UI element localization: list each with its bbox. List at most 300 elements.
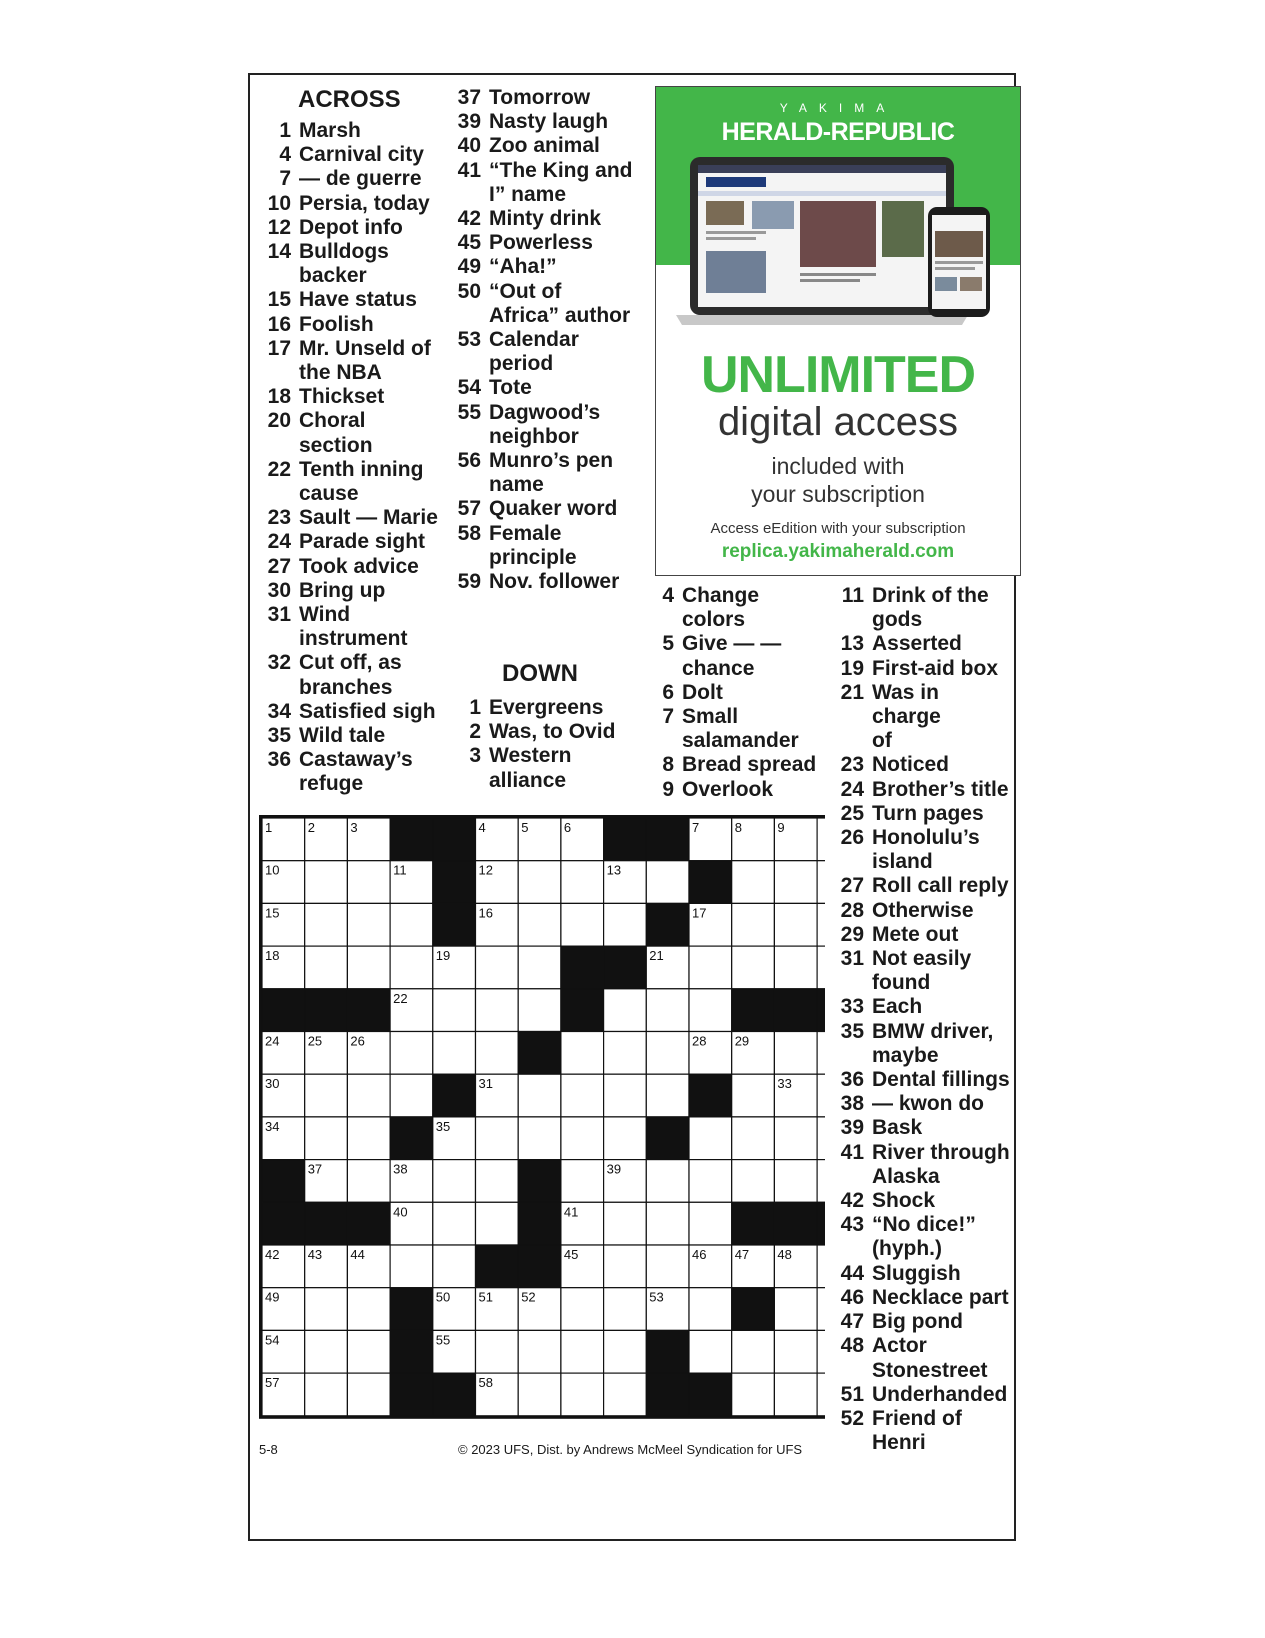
clue-number: 31 — [840, 947, 864, 971]
clue-text: Give — — — [682, 632, 782, 656]
clue-item — [455, 255, 640, 279]
grid-cell[interactable] — [732, 1330, 775, 1373]
cell-number: 5 — [521, 820, 529, 835]
cell-number: 4 — [478, 820, 486, 835]
clue-item — [265, 555, 445, 579]
clue-text: Each — [872, 995, 923, 1019]
black-square — [518, 1032, 561, 1075]
grid-cell[interactable] — [774, 1117, 817, 1160]
clue-number: 14 — [267, 240, 291, 264]
grid-cell[interactable] — [604, 989, 647, 1032]
clue-item — [265, 119, 445, 143]
cell-number: 16 — [478, 905, 493, 921]
crossword-grid[interactable] — [259, 815, 825, 1425]
black-square — [561, 946, 604, 989]
clue-text: Parade sight — [299, 530, 426, 554]
cell-number: 43 — [307, 1247, 323, 1262]
grid-cell[interactable] — [689, 1202, 732, 1245]
grid-cell[interactable] — [604, 1032, 647, 1075]
grid-cell[interactable] — [390, 1074, 433, 1117]
clue-number: 47 — [840, 1310, 864, 1334]
grid-cell[interactable] — [305, 1330, 348, 1373]
clue-text: principle — [489, 545, 577, 569]
clue-text: refuge — [299, 772, 364, 796]
clue-number: 54 — [457, 376, 481, 400]
black-square — [774, 1202, 817, 1245]
clue-text: Thickset — [299, 385, 385, 409]
grid-cell[interactable] — [347, 1288, 390, 1331]
clue-text: Munro’s pen — [489, 449, 614, 473]
clue-text: Mete out — [872, 922, 959, 946]
clue-text: neighbor — [489, 424, 579, 448]
grid-cell[interactable] — [518, 989, 561, 1032]
black-square — [646, 1330, 689, 1373]
grid-cell[interactable] — [305, 946, 348, 989]
grid-cell[interactable] — [433, 1245, 476, 1288]
grid-cell[interactable] — [476, 1117, 519, 1160]
grid-cell[interactable] — [518, 1117, 561, 1160]
clue-item — [838, 778, 1013, 802]
across-clues-column-1 — [265, 119, 445, 797]
cell-number: 11 — [393, 862, 407, 878]
grid-cell[interactable] — [433, 1160, 476, 1203]
clue-item — [265, 288, 445, 312]
grid-cell[interactable] — [604, 1074, 647, 1117]
clue-item — [648, 705, 818, 753]
clue-number: 24 — [267, 530, 291, 554]
black-square — [305, 1202, 348, 1245]
grid-cell[interactable] — [689, 989, 732, 1032]
grid-cell[interactable] — [689, 1288, 732, 1331]
grid-cell[interactable] — [347, 946, 390, 989]
black-square — [561, 989, 604, 1032]
grid-cell[interactable] — [476, 1330, 519, 1373]
grid-cell[interactable] — [689, 1117, 732, 1160]
grid-cell[interactable] — [561, 1330, 604, 1373]
clue-text: Small — [682, 705, 739, 729]
grid-cell[interactable] — [732, 1160, 775, 1203]
clue-item — [838, 874, 1013, 898]
grid-cell[interactable] — [390, 1245, 433, 1288]
clue-text: Evergreens — [489, 696, 604, 719]
clue-item — [838, 1334, 1013, 1382]
clue-number: 43 — [840, 1213, 864, 1237]
cell-number: 33 — [777, 1076, 792, 1092]
clue-text: Bread spread — [682, 753, 817, 777]
clue-text: Overlook — [682, 777, 774, 801]
black-square — [604, 818, 647, 861]
clue-text: Mr. Unseld of — [299, 336, 431, 360]
copyright-notice: © 2023 UFS, Dist. by Andrews McMeel Syndication for UFS — [458, 1442, 803, 1457]
clue-text: Sluggish — [872, 1261, 961, 1285]
black-square — [390, 1330, 433, 1373]
clue-text: Tomorrow — [489, 86, 591, 109]
grid-cell[interactable] — [604, 1288, 647, 1331]
grid-cell[interactable] — [732, 946, 775, 989]
cell-number: 57 — [265, 1375, 280, 1391]
ad-included-line-2: your subscription — [751, 481, 925, 507]
clue-number: 40 — [457, 134, 481, 158]
clue-text: the NBA — [299, 361, 382, 385]
clue-number: 32 — [267, 651, 291, 675]
phone-thumb — [960, 277, 982, 291]
clue-text: Tote — [489, 376, 532, 400]
clue-number: 15 — [267, 288, 291, 312]
clue-number: 30 — [267, 578, 291, 602]
black-square — [433, 1074, 476, 1117]
grid-cell[interactable] — [646, 1032, 689, 1075]
clue-number: 5 — [662, 632, 674, 656]
cell-number: 1 — [265, 820, 273, 835]
clue-item — [648, 584, 818, 632]
grid-cell[interactable] — [518, 1330, 561, 1373]
clue-number: 41 — [840, 1140, 864, 1164]
grid-cell[interactable] — [646, 1160, 689, 1203]
clue-number: 53 — [457, 328, 481, 352]
clue-item — [455, 522, 640, 570]
grid-cell[interactable] — [390, 1032, 433, 1075]
article-text-line — [800, 279, 860, 282]
grid-cell[interactable] — [518, 861, 561, 904]
clue-number: 57 — [457, 497, 481, 521]
clue-number: 41 — [457, 158, 481, 182]
clue-text: Actor — [872, 1334, 927, 1358]
cell-number: 35 — [435, 1118, 451, 1134]
grid-cell[interactable] — [646, 1074, 689, 1117]
cell-number: 8 — [734, 820, 742, 835]
grid-cell[interactable] — [347, 1074, 390, 1117]
grid-cell[interactable] — [347, 1373, 390, 1416]
grid-cell[interactable] — [561, 1160, 604, 1203]
grid-cell[interactable] — [433, 989, 476, 1032]
clue-text: Satisfied sigh — [299, 699, 436, 723]
clue-text: — de guerre — [299, 167, 422, 191]
grid-cell[interactable] — [604, 1245, 647, 1288]
cell-number: 26 — [350, 1033, 365, 1049]
grid-cell[interactable] — [476, 1032, 519, 1075]
clue-text: Otherwise — [872, 898, 974, 922]
grid-cell[interactable] — [604, 1202, 647, 1245]
grid-cell[interactable] — [561, 1074, 604, 1117]
grid-cell[interactable] — [476, 989, 519, 1032]
clue-item — [455, 744, 640, 792]
grid-cell[interactable] — [518, 946, 561, 989]
cell-number: 58 — [478, 1375, 493, 1391]
puzzle-date: 5-8 — [259, 1442, 278, 1457]
cell-number: 40 — [393, 1204, 408, 1220]
grid-cell[interactable] — [732, 1373, 775, 1416]
clue-text: Choral — [299, 409, 366, 433]
grid-cell[interactable] — [774, 1330, 817, 1373]
grid-cell[interactable] — [646, 1202, 689, 1245]
clue-text: Wind — [299, 603, 351, 627]
clue-item — [838, 1092, 1013, 1116]
cell-number: 31 — [478, 1076, 493, 1092]
clue-number: 45 — [457, 231, 481, 255]
main-article-photo — [800, 201, 876, 267]
clue-item — [265, 240, 445, 288]
clue-text: Bulldogs — [299, 240, 389, 264]
clue-number: 48 — [840, 1334, 864, 1358]
cell-number: 3 — [350, 820, 358, 835]
grid-cell[interactable] — [774, 1373, 817, 1416]
cell-number: 52 — [521, 1289, 536, 1305]
cell-number: 51 — [478, 1289, 493, 1305]
grid-cell[interactable] — [476, 946, 519, 989]
grid-cell[interactable] — [732, 861, 775, 904]
clue-item — [265, 603, 445, 651]
ad-brand-logo: HERALD-REPUBLIC — [721, 118, 955, 146]
clue-number: 42 — [840, 1189, 864, 1213]
black-square — [732, 989, 775, 1032]
black-square — [433, 818, 476, 861]
grid-cell[interactable] — [433, 1032, 476, 1075]
grid-cell[interactable] — [347, 861, 390, 904]
grid-cell[interactable] — [561, 861, 604, 904]
grid-cell[interactable] — [817, 1160, 825, 1203]
clue-text: period — [489, 352, 554, 376]
clue-number: 4 — [662, 584, 674, 607]
grid-cell[interactable] — [561, 1117, 604, 1160]
clue-item — [265, 313, 445, 337]
black-square — [390, 1288, 433, 1331]
clue-text: found — [872, 971, 931, 995]
clue-number: 59 — [457, 570, 481, 594]
clue-item — [455, 134, 640, 158]
clue-number: 28 — [840, 898, 864, 922]
grid-cell[interactable] — [347, 1117, 390, 1160]
ad-included-line-1: included with — [771, 453, 905, 479]
clue-text: Persia, today — [299, 191, 430, 215]
grid-cell[interactable] — [604, 1117, 647, 1160]
subscription-advertisement[interactable] — [655, 86, 1021, 576]
black-square — [774, 989, 817, 1032]
clue-text: Underhanded — [872, 1382, 1008, 1406]
clue-text: Minty drink — [489, 207, 602, 231]
clue-number: 34 — [267, 699, 291, 723]
black-square — [689, 1373, 732, 1416]
clue-text: “Out of — [489, 279, 562, 303]
clue-number: 36 — [840, 1068, 864, 1092]
clue-number: 49 — [457, 255, 481, 279]
article-thumb-1 — [706, 201, 744, 225]
clue-number: 6 — [662, 680, 674, 704]
grid-cell[interactable] — [774, 1160, 817, 1203]
grid-cell[interactable] — [817, 1288, 825, 1331]
ad-url-link[interactable]: replica.yakimaherald.com — [721, 541, 955, 562]
clue-text: Stonestreet — [872, 1358, 988, 1382]
grid-cell[interactable] — [732, 1074, 775, 1117]
grid-cell[interactable] — [604, 1330, 647, 1373]
clue-item — [838, 995, 1013, 1019]
grid-cell[interactable] — [774, 861, 817, 904]
clue-text: Quaker word — [489, 497, 618, 521]
cell-number: 50 — [435, 1289, 451, 1305]
clue-text: Brother’s title — [872, 777, 1009, 801]
clue-number: 10 — [267, 191, 291, 215]
grid-cell[interactable] — [817, 1117, 825, 1160]
clue-text: Carnival city — [299, 143, 424, 167]
grid-cell[interactable] — [646, 989, 689, 1032]
clue-number: 17 — [267, 336, 291, 360]
cell-number: 53 — [649, 1289, 664, 1305]
article-text-line — [706, 237, 756, 240]
grid-cell[interactable] — [305, 1074, 348, 1117]
clue-item — [838, 657, 1013, 681]
grid-cell[interactable] — [774, 903, 817, 946]
clue-item — [455, 328, 640, 376]
grid-cell[interactable] — [732, 903, 775, 946]
grid-cell[interactable] — [561, 1288, 604, 1331]
cell-number: 9 — [777, 820, 785, 835]
laptop-phone-illustration — [676, 155, 1001, 340]
cell-number: 44 — [350, 1247, 365, 1262]
black-square — [390, 818, 433, 861]
clue-text: Nasty laugh — [489, 110, 609, 134]
clue-number: 58 — [457, 521, 481, 545]
cell-number: 24 — [265, 1033, 280, 1049]
grid-cell[interactable] — [817, 1074, 825, 1117]
grid-cell[interactable] — [604, 903, 647, 946]
clue-item — [265, 143, 445, 167]
cell-number: 6 — [563, 820, 572, 835]
grid-cell[interactable] — [390, 903, 433, 946]
grid-cell[interactable] — [305, 1117, 348, 1160]
clue-item — [838, 1262, 1013, 1286]
clue-item — [455, 696, 640, 720]
clue-text: Have status — [299, 288, 417, 312]
grid-cell[interactable] — [646, 861, 689, 904]
grid-cell[interactable] — [518, 903, 561, 946]
clue-text: Not easily — [872, 947, 972, 971]
clue-text: Nov. follower — [489, 570, 620, 594]
article-thumb-3 — [882, 201, 924, 257]
clue-number: 39 — [840, 1116, 864, 1140]
grid-cell[interactable] — [561, 903, 604, 946]
ad-headline: UNLIMITED — [700, 346, 976, 404]
clue-item — [455, 110, 640, 134]
clue-number: 56 — [457, 449, 481, 473]
clue-text: Necklace part — [872, 1285, 1009, 1309]
grid-cell[interactable] — [817, 861, 825, 904]
cell-number: 17 — [692, 905, 707, 921]
grid-cell[interactable] — [689, 1160, 732, 1203]
grid-cell[interactable] — [561, 1373, 604, 1416]
grid-cell[interactable] — [390, 946, 433, 989]
grid-cell[interactable] — [305, 903, 348, 946]
down-clues-column-3 — [648, 584, 818, 802]
clue-text: “No dice!” — [872, 1213, 976, 1237]
phone-text-line — [935, 267, 975, 270]
grid-cell[interactable] — [817, 1245, 825, 1288]
clue-item — [838, 947, 1013, 995]
clue-number: 11 — [841, 584, 864, 607]
clue-item — [838, 923, 1013, 947]
ad-access-text: Access eEdition with your subscription — [710, 520, 966, 537]
grid-cell[interactable] — [817, 1032, 825, 1075]
clue-item — [265, 748, 445, 796]
down-clues-column-2 — [455, 696, 640, 793]
grid-cell[interactable] — [518, 1074, 561, 1117]
clue-number: 42 — [457, 207, 481, 231]
grid-cell[interactable] — [347, 1160, 390, 1203]
grid-cell[interactable] — [305, 1373, 348, 1416]
grid-cell[interactable] — [817, 1373, 825, 1416]
grid-cell[interactable] — [774, 1032, 817, 1075]
cell-number: 42 — [265, 1247, 280, 1262]
clue-text: salamander — [682, 729, 799, 753]
clue-item — [838, 802, 1013, 826]
grid-cell[interactable] — [732, 1117, 775, 1160]
grid-cell[interactable] — [476, 1202, 519, 1245]
black-square — [646, 903, 689, 946]
clue-text: “Aha!” — [489, 255, 557, 279]
clue-item — [838, 632, 1013, 656]
clue-item — [455, 449, 640, 497]
grid-cell[interactable] — [518, 1373, 561, 1416]
clue-number: 23 — [840, 753, 864, 777]
clue-item — [838, 1383, 1013, 1407]
clue-item — [455, 207, 640, 231]
grid-cell[interactable] — [476, 1160, 519, 1203]
grid-cell[interactable] — [774, 946, 817, 989]
grid-cell[interactable] — [347, 903, 390, 946]
cell-number: 55 — [435, 1332, 451, 1348]
clue-text: Dagwood’s — [489, 400, 601, 424]
clue-number: 50 — [457, 279, 481, 303]
cell-number: 38 — [393, 1161, 408, 1177]
phone-photo — [935, 231, 983, 257]
clue-text: Calendar — [489, 328, 579, 352]
clue-number: 3 — [469, 744, 481, 768]
black-square — [732, 1288, 775, 1331]
grid-cell[interactable] — [689, 946, 732, 989]
grid-cell[interactable] — [689, 1330, 732, 1373]
clue-number: 26 — [840, 826, 864, 850]
clue-text: (hyph.) — [872, 1237, 942, 1261]
black-square — [646, 1117, 689, 1160]
grid-cell[interactable] — [774, 1288, 817, 1331]
grid-cell[interactable] — [347, 1330, 390, 1373]
cell-number: 19 — [435, 948, 451, 964]
clue-item — [265, 579, 445, 603]
clue-text: Turn pages — [872, 801, 984, 825]
cell-number: 46 — [692, 1247, 707, 1262]
grid-cell[interactable] — [305, 861, 348, 904]
grid-cell[interactable] — [305, 1288, 348, 1331]
grid-cell[interactable] — [433, 1202, 476, 1245]
cell-number: 10 — [265, 862, 280, 878]
site-nav-bar — [698, 191, 946, 196]
grid-cell[interactable] — [817, 1330, 825, 1373]
clue-text: Big pond — [872, 1310, 963, 1334]
grid-cell[interactable] — [817, 818, 825, 861]
clue-text: Honolulu’s — [872, 826, 980, 850]
down-heading: DOWN — [502, 660, 578, 687]
clue-item — [455, 570, 640, 594]
grid-cell[interactable] — [561, 1032, 604, 1075]
grid-cell[interactable] — [817, 946, 825, 989]
clue-item — [838, 1407, 1013, 1455]
clue-number: 1 — [279, 119, 291, 142]
grid-cell[interactable] — [604, 1373, 647, 1416]
black-square — [518, 1202, 561, 1245]
grid-cell[interactable] — [646, 1245, 689, 1288]
grid-cell[interactable] — [817, 903, 825, 946]
browser-bar — [698, 165, 946, 173]
clue-text: Dolt — [682, 680, 723, 704]
clue-item — [838, 1189, 1013, 1213]
